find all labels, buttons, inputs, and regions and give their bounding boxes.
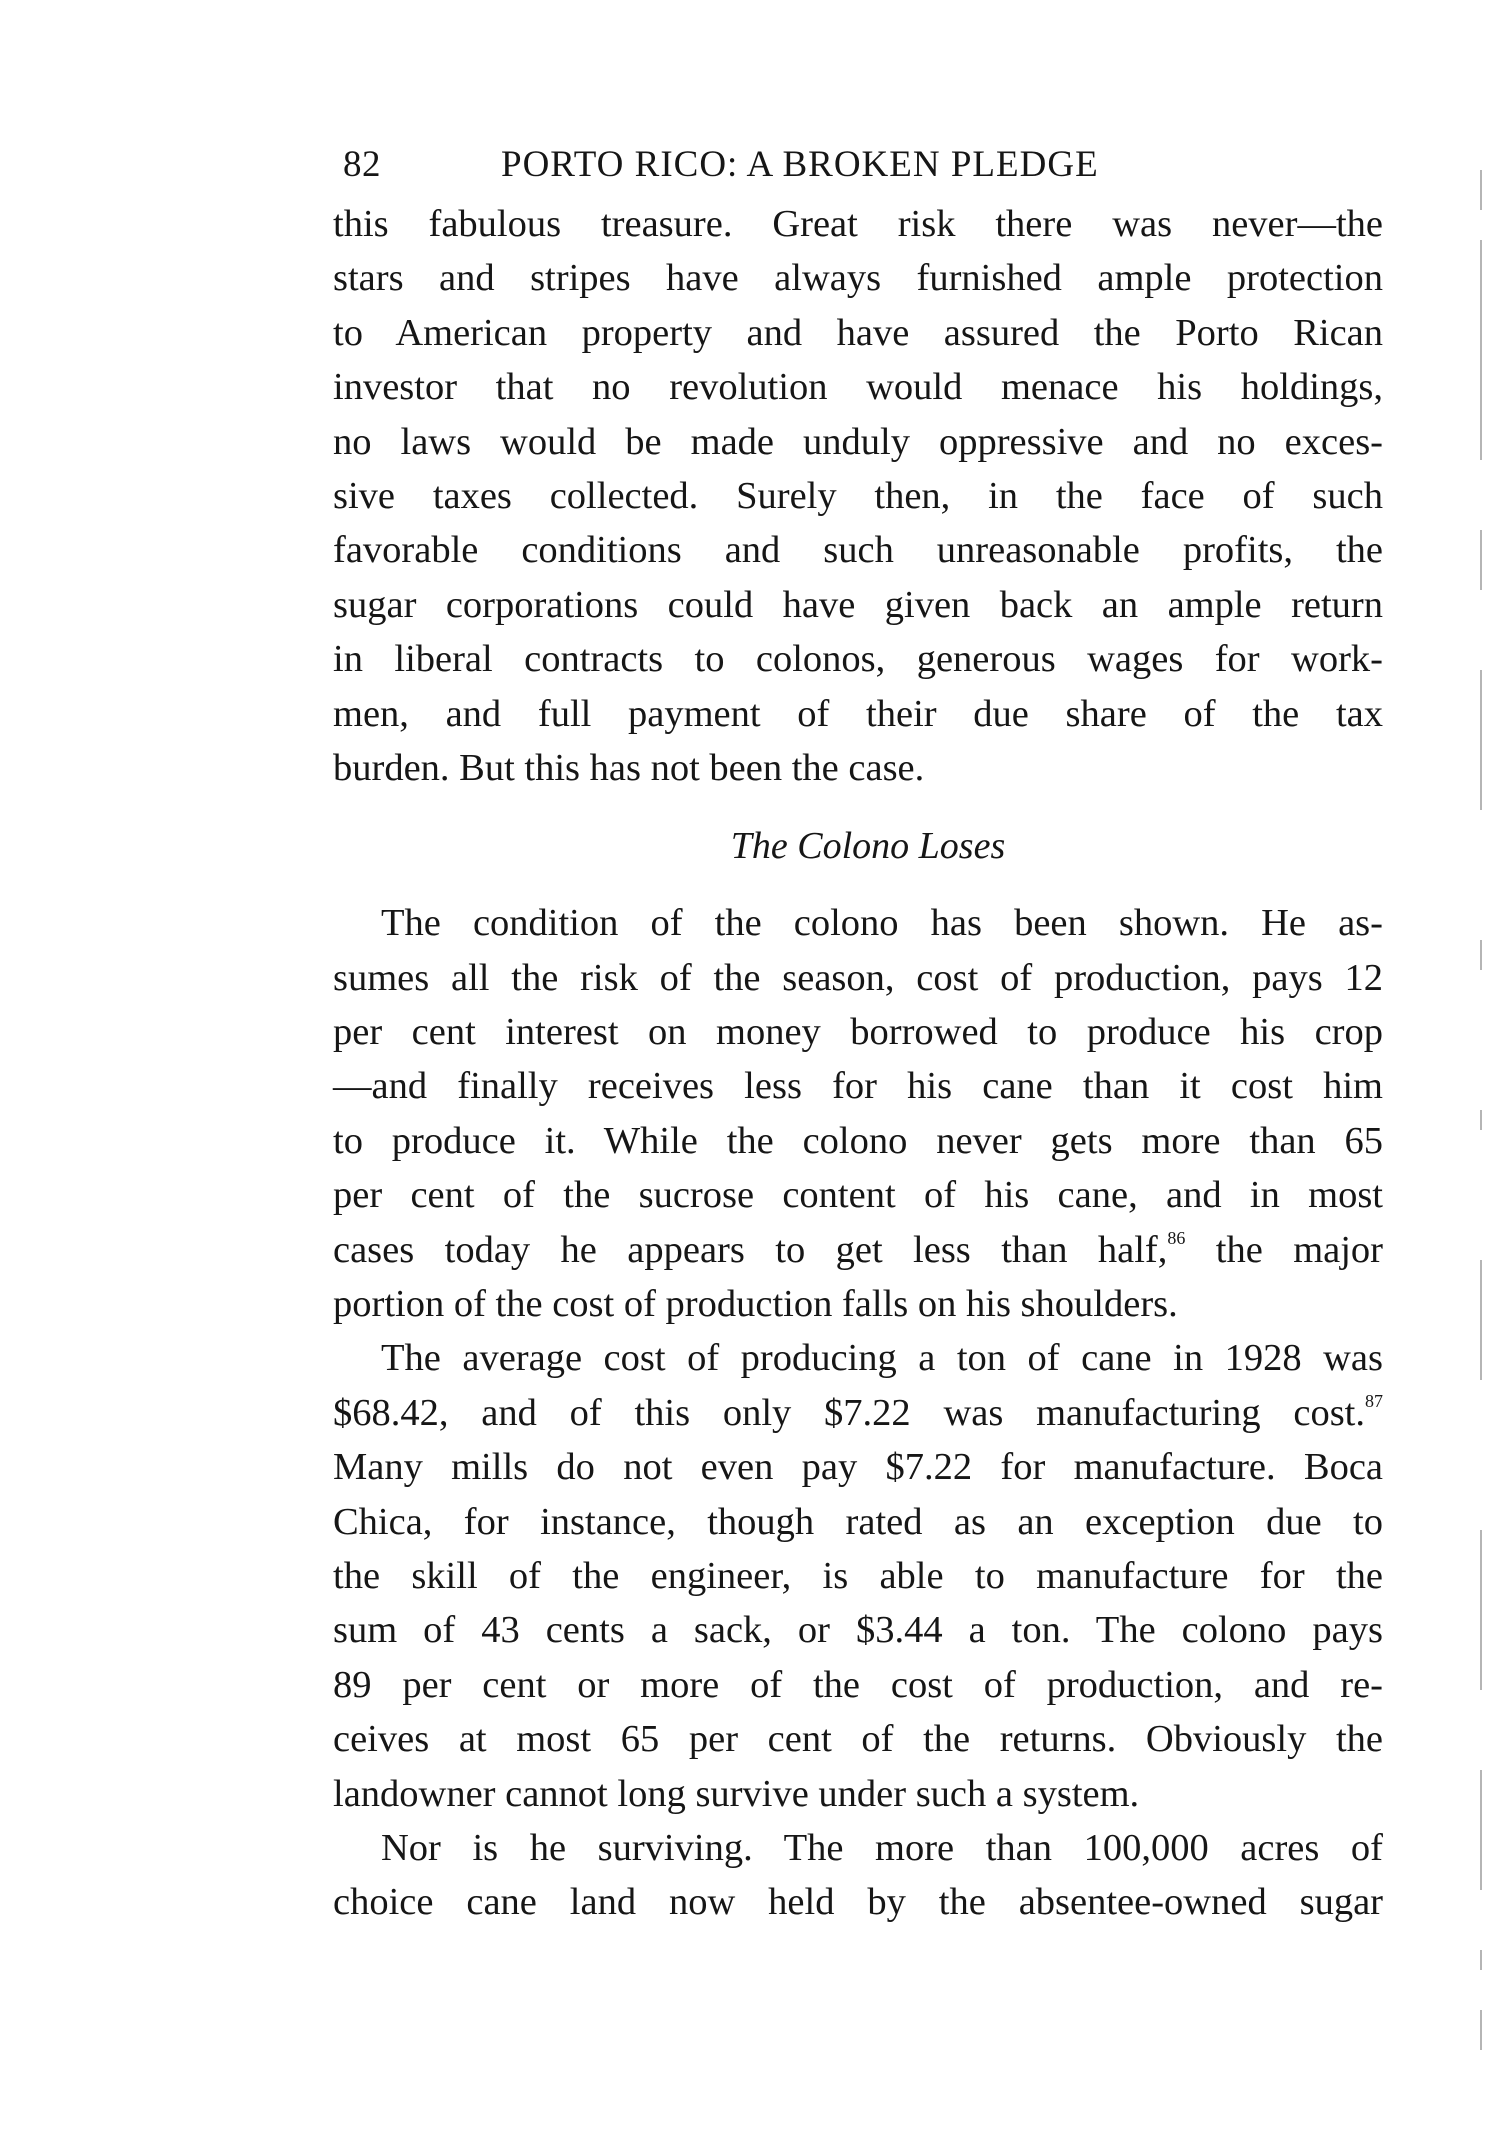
footnote-marker: 87 [1365,1390,1383,1411]
text-line: investor that no revolution would menace his holdings, [333,366,1383,409]
text-line: sum of 43 cents a sack, or $3.44 a ton. The colono pays [333,1609,1383,1652]
text-line: stars and stripes have always furnished ample protection [333,257,1383,300]
text-line: men, and full payment of their due share of the tax [333,692,1383,735]
paragraph-2 [333,896,1383,1331]
text-line: choice cane land now held by the absentee-owned sugar [333,1881,1383,1924]
text-line: to produce it. While the colono never gets more than 65 [333,1119,1383,1162]
paragraph-1 [333,197,1383,795]
text-segment: $68.42, and of this only $7.22 was manufacturing cost. [333,1391,1365,1434]
running-header [333,135,1383,197]
text-line: —and finally receives less for his cane than it cost him [333,1065,1383,1108]
paragraph-4 [333,1821,1383,1930]
text-line: in liberal contracts to colonos, generous wages for work- [333,638,1383,681]
text-line [333,1386,1383,1440]
text-line: sumes all the risk of the season, cost of production, pays 12 [333,956,1383,999]
text-line: The condition of the colono has been shown. He as- [381,902,1383,945]
running-title: PORTO RICO: A BROKEN PLEDGE [501,144,1099,185]
text-line: per cent of the sucrose content of his cane, and in most [333,1174,1383,1217]
text-line: sive taxes collected. Surely then, in the face of such [333,474,1383,517]
text-line: to American property and have assured the Porto Rican [333,311,1383,354]
paragraph-3 [333,1331,1383,1821]
text-line: this fabulous treasure. Great risk there was never—the [333,203,1383,245]
text-segment: cases today he appears to get less than half, [333,1228,1168,1271]
text-line: landowner cannot long survive under such a system. [333,1772,1140,1815]
section-heading: The Colono Loses [730,825,1006,868]
footnote-marker: 86 [1167,1227,1186,1248]
text-line: sugar corporations could have given back an ample return [333,583,1383,626]
book-page [333,135,1383,1930]
text-segment: the major [1185,1228,1383,1271]
text-line: no laws would be made unduly oppressive and no exces- [333,420,1383,463]
text-line: per cent interest on money borrowed to produce his crop [333,1011,1383,1054]
page-edge-shadow [1478,110,1488,2060]
text-line: burden. But this has not been the case. [333,746,925,789]
text-line: The average cost of producing a ton of cane in 1928 was [381,1337,1383,1380]
text-line [333,1223,1383,1277]
text-line: ceives at most 65 per cent of the returns. Obviously the [333,1718,1383,1761]
text-line: the skill of the engineer, is able to manufacture for the [333,1554,1383,1597]
text-line: portion of the cost of production falls on his shoulders. [333,1283,1178,1326]
text-line: Many mills do not even pay $7.22 for manufacture. Boca [333,1446,1383,1489]
page-number: 82 [343,144,381,185]
text-line: favorable conditions and such unreasonable profits, the [333,529,1383,572]
text-line: Nor is he surviving. The more than 100,000 acres of [381,1826,1383,1869]
text-line: 89 per cent or more of the cost of production, and re- [333,1663,1383,1706]
text-line: Chica, for instance, though rated as an exception due to [333,1500,1383,1543]
